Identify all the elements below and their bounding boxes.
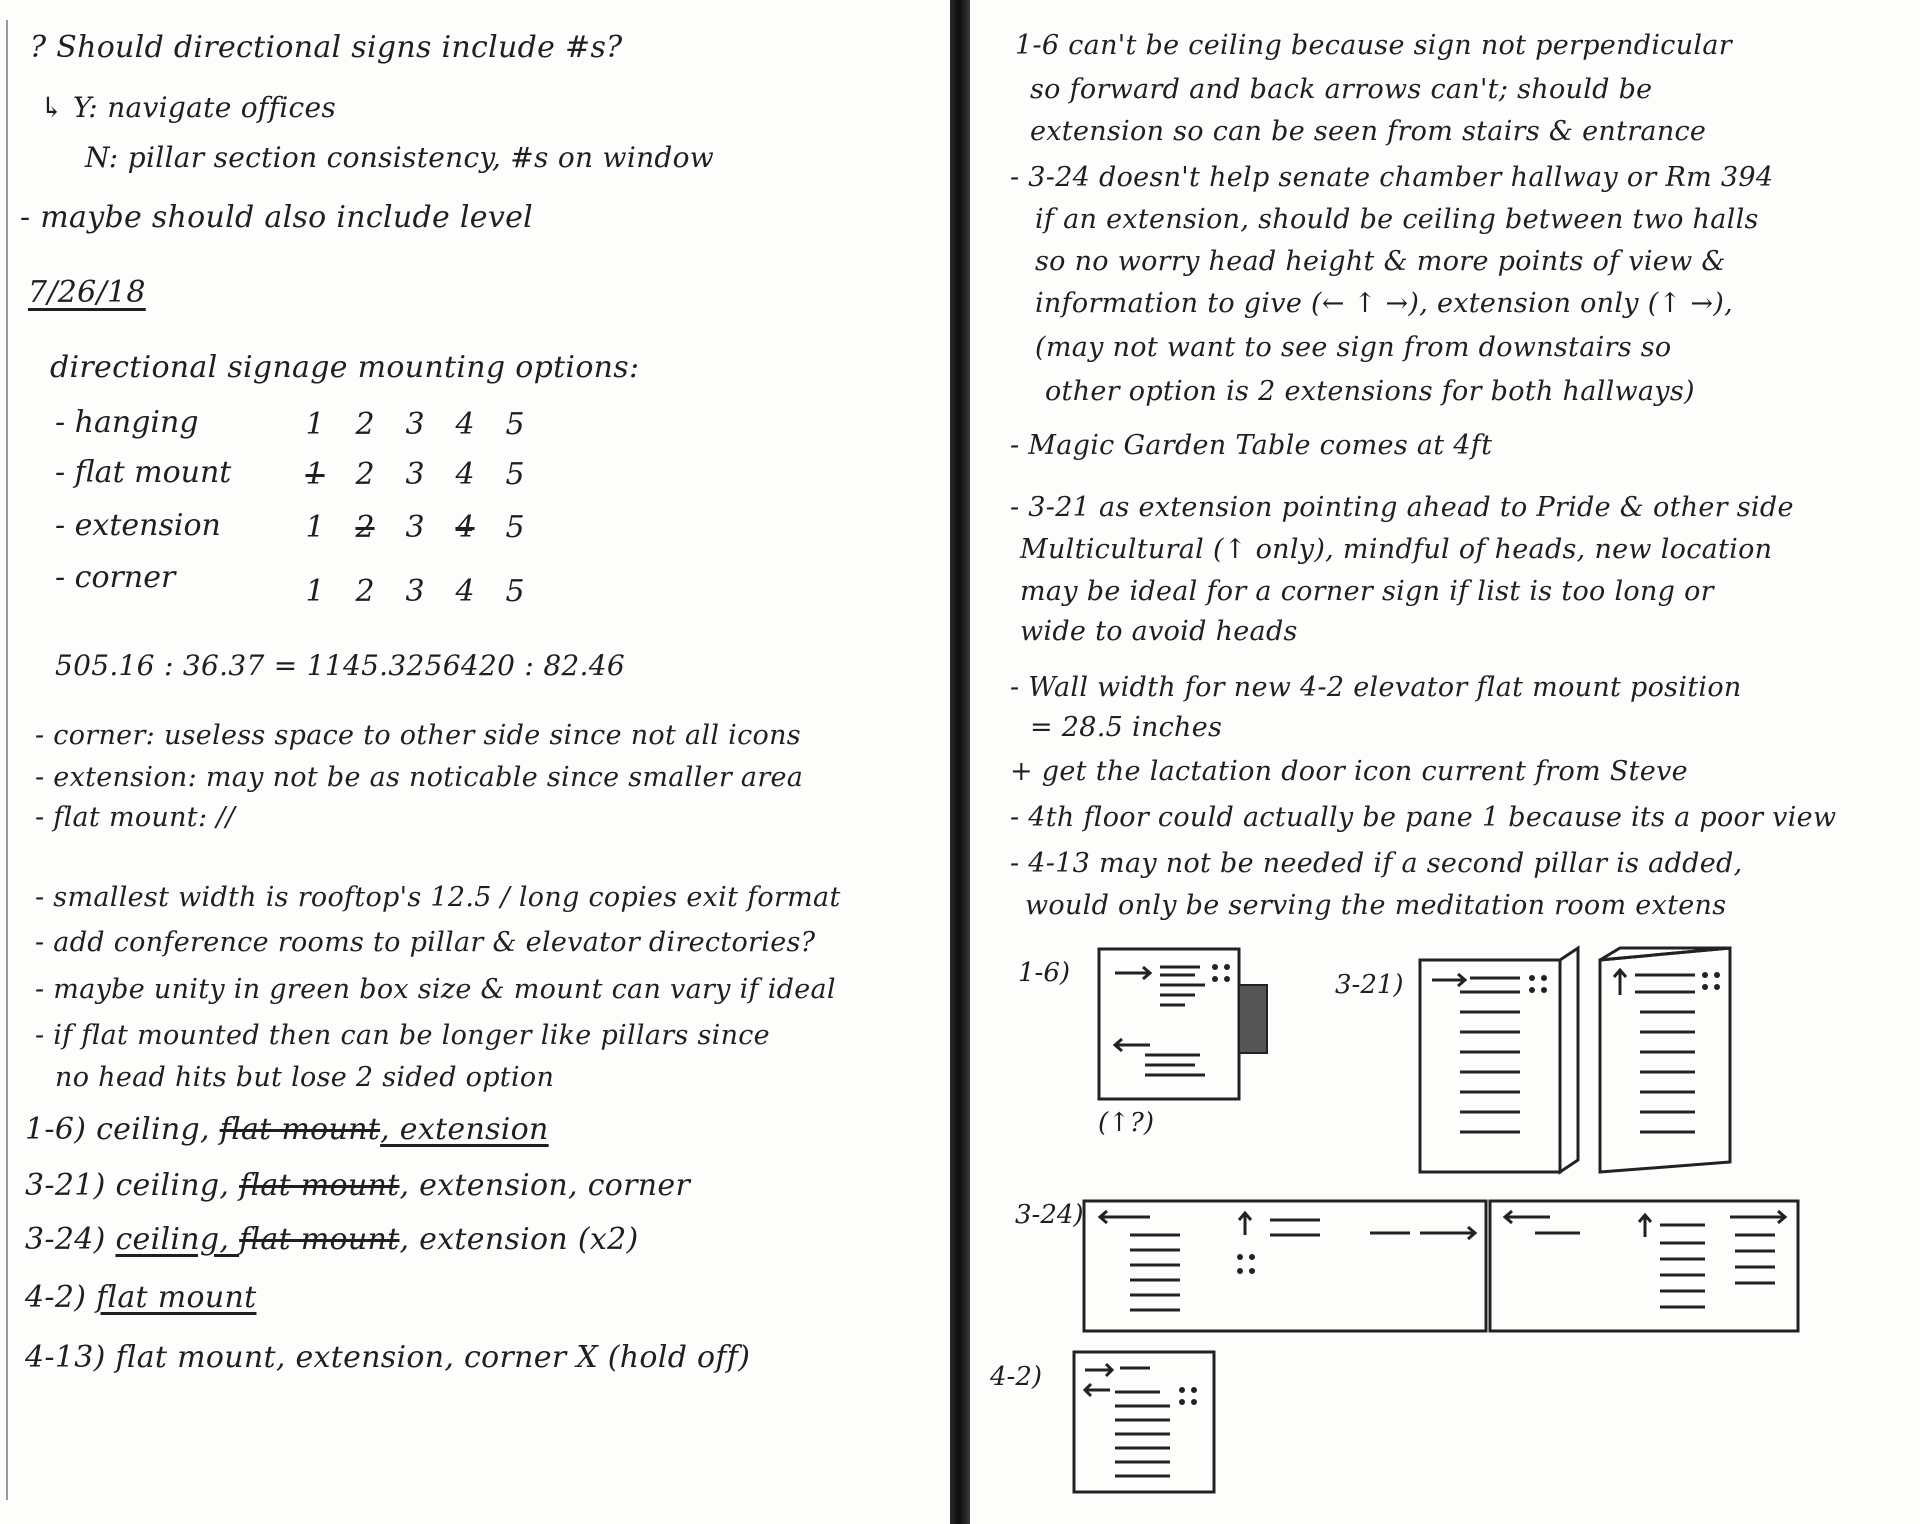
- location-id: 1-6): [25, 1112, 87, 1147]
- note-line: - add conference rooms to pillar & elevator directories?: [35, 927, 816, 958]
- location-entry: [25, 1222, 638, 1258]
- option-label: - extension: [55, 508, 221, 543]
- note-line: ↳ Y: navigate offices: [40, 91, 337, 124]
- location-mount: flat mount: [96, 1280, 257, 1315]
- note-line: if an extension, should be ceiling between two halls: [1035, 204, 1759, 235]
- location-mount: ceiling,: [96, 1112, 220, 1147]
- sketch-label: 3-24): [1015, 1200, 1084, 1230]
- note-line: Multicultural (↑ only), mindful of heads, new location: [1020, 534, 1773, 565]
- option-number: 2: [355, 510, 375, 545]
- location-id: 3-24): [25, 1222, 106, 1257]
- date-heading: 7/26/18: [28, 275, 146, 310]
- location-mount: , extension (x2): [399, 1222, 639, 1257]
- note-line: would only be serving the meditation room extens: [1025, 890, 1727, 921]
- sign-sketch-flat: [1095, 945, 1295, 1105]
- note-line: so forward and back arrows can't; should be: [1030, 74, 1653, 105]
- location-mount: flat mount, extension, corner X (hold off): [115, 1340, 751, 1375]
- location-mount: ceiling,: [115, 1168, 240, 1203]
- location-id: 4-2): [25, 1280, 87, 1315]
- option-number: 4: [455, 457, 475, 492]
- option-number: 2: [355, 574, 375, 609]
- ratio-note: 505.16 : 36.37 = 1145.3256420 : 82.46: [55, 649, 625, 682]
- sign-sketch-flat-mount: [1070, 1348, 1220, 1498]
- note-line: wide to avoid heads: [1020, 616, 1298, 647]
- option-row-corner: [55, 560, 575, 609]
- note-line: extension so can be seen from stairs & entrance: [1030, 116, 1707, 147]
- option-number: 2: [355, 407, 375, 442]
- location-mount-struck: flat mount: [239, 1222, 400, 1257]
- note-line: no head hits but lose 2 sided option: [55, 1062, 555, 1093]
- option-number: 5: [505, 407, 525, 442]
- note-line: - if flat mounted then can be longer like pillars since: [35, 1020, 770, 1051]
- note-line: - 3-24 doesn't help senate chamber hallway or Rm 394: [1010, 162, 1774, 193]
- option-number: 4: [455, 574, 475, 609]
- option-number: 1: [305, 574, 325, 609]
- location-mount-struck: flat mount: [219, 1112, 381, 1147]
- note-line: 1-6 can't be ceiling because sign not perpendicular: [1015, 30, 1732, 61]
- option-number: 5: [505, 574, 525, 609]
- location-entry: [25, 1340, 750, 1376]
- section-heading: directional signage mounting options:: [50, 350, 640, 385]
- sketch-label: 4-2): [990, 1362, 1043, 1392]
- note-line: other option is 2 extensions for both hallways): [1045, 376, 1695, 407]
- option-row-flat-mount: [55, 455, 575, 495]
- sketch-label: 3-21): [1335, 970, 1404, 1000]
- note-line: may be ideal for a corner sign if list is too long or: [1020, 576, 1714, 607]
- option-number: 4: [455, 510, 475, 545]
- note-line: - smallest width is rooftop's 12.5 / long copies exit format: [35, 882, 841, 913]
- option-number: 4: [455, 407, 475, 442]
- location-mount: , extension, corner: [399, 1168, 691, 1203]
- sign-sketch-corner: [1410, 940, 1750, 1180]
- location-entry: [25, 1112, 549, 1148]
- left-notebook-page: [0, 0, 950, 1524]
- location-id: 3-21): [25, 1168, 106, 1203]
- option-number: 1: [305, 510, 325, 545]
- note-line: - 4th floor could actually be pane 1 because its a poor view: [1010, 802, 1837, 833]
- option-row-extension: [55, 508, 575, 548]
- location-entry: [25, 1280, 256, 1316]
- option-number: 1: [305, 457, 325, 492]
- note-line: = 28.5 inches: [1030, 712, 1223, 743]
- note-line: - maybe should also include level: [20, 200, 534, 235]
- sketch-1-6: [1095, 945, 1295, 1105]
- note-line: ? Should directional signs include #s?: [30, 30, 623, 65]
- option-number: 3: [405, 457, 425, 492]
- sign-sketch-extension-pair: [1080, 1195, 1860, 1340]
- location-id: 4-13): [25, 1340, 106, 1375]
- option-number: 3: [405, 407, 425, 442]
- note-line: - Wall width for new 4-2 elevator flat mount position: [1010, 672, 1742, 703]
- option-number: 5: [505, 510, 525, 545]
- note-line: - 4-13 may not be needed if a second pillar is added,: [1010, 848, 1743, 879]
- option-row-hanging: [55, 405, 575, 445]
- location-mount-struck: flat mount: [239, 1168, 400, 1203]
- note-line: N: pillar section consistency, #s on window: [85, 141, 715, 174]
- note-line: - maybe unity in green box size & mount can vary if ideal: [35, 974, 836, 1005]
- option-label: - corner: [55, 560, 176, 595]
- notebook-spine: [950, 0, 970, 1524]
- option-label: - hanging: [55, 405, 199, 440]
- right-notebook-page: [970, 0, 1920, 1524]
- note-line: - 3-21 as extension pointing ahead to Pride & other side: [1010, 492, 1794, 523]
- note-line: so no worry head height & more points of view &: [1035, 246, 1726, 277]
- option-number: 2: [355, 457, 375, 492]
- note-line: - extension: may not be as noticable since smaller area: [35, 762, 804, 793]
- page-edge-mark: [6, 20, 8, 1500]
- note-line: - flat mount: //: [35, 802, 236, 833]
- sketch-label: 1-6): [1018, 958, 1071, 988]
- location-entry: [25, 1168, 690, 1204]
- note-line: information to give (← ↑ →), extension only (↑ →),: [1035, 288, 1734, 319]
- option-number: 5: [505, 457, 525, 492]
- sketch-4-2: [1070, 1348, 1220, 1498]
- note-line: + get the lactation door icon current from Steve: [1010, 756, 1688, 787]
- option-number: 3: [405, 574, 425, 609]
- location-mount: ceiling,: [115, 1222, 240, 1257]
- location-mount: , extension: [380, 1112, 549, 1147]
- option-number: 1: [305, 407, 325, 442]
- sketch-note: (↑?): [1098, 1108, 1155, 1138]
- option-label: - flat mount: [55, 455, 232, 490]
- option-number: 3: [405, 510, 425, 545]
- sketch-3-21: [1410, 940, 1750, 1180]
- note-line: (may not want to see sign from downstairs so: [1035, 332, 1672, 363]
- note-line: - Magic Garden Table comes at 4ft: [1010, 430, 1493, 461]
- note-line: - corner: useless space to other side since not all icons: [35, 720, 801, 751]
- sketch-3-24: [1080, 1195, 1860, 1340]
